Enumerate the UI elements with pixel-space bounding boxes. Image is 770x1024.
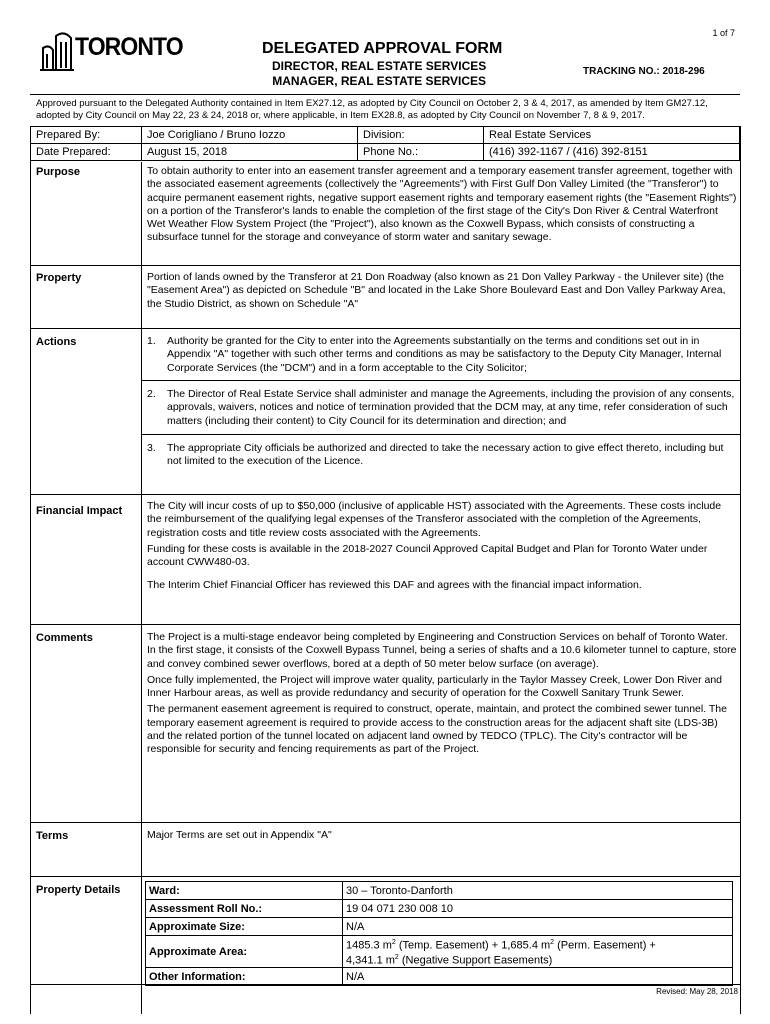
action-text: The Director of Real Estate Service shall administer and manage the Agreements, including the provision of any consents, approvals, waivers, notices and notice of termination provided that the DCM may, at any time, refer consideration of such matters (including their content) to City Council for its determination and direction; and [167, 388, 735, 427]
action-item [147, 335, 739, 375]
comments-text [147, 631, 737, 760]
divider-bottom [30, 984, 740, 985]
date-row [31, 144, 740, 161]
header-divider [30, 94, 740, 95]
date-label: Date Prepared: [31, 144, 142, 161]
action-text: Authority be granted for the City to enter into the Agreements substantially on the terms and conditions set out in in Appendix "A" together with such other terms and conditions as may be satisfactory to the Deputy City Manager, Internal Corporate Services (the "DCM") and in a form acceptable to the City Solicitor; [167, 335, 722, 374]
prepared-row [31, 127, 740, 144]
action-text: The appropriate City officials be authorized and directed to take the necessary action to give effect thereto, including but not limited to the execution of the Licence. [167, 442, 724, 468]
table-row [146, 900, 733, 918]
table-row [146, 936, 733, 968]
action-item [147, 442, 739, 469]
approximate-size-key: Approximate Size: [146, 918, 343, 936]
purpose-text: To obtain authority to enter into an easement transfer agreement and a temporary easement transfer agreement, together with the associated easement agreements (collectively the "Agreements") with First Gulf Don Valley Limited (the "Transferor") to acquire permanent easement rights, negative support easement rights and temporary easement rights (the "Easement Rights") on a portion of the Transferor's lands to enable the completion of the first stage of the City's Don River & Central Waterfront Wet Weather Flow System Project (the "Project"), also known as the Coxwell Bypass, which consists of constructing a subsurface tunnel for the storage and conveyance of storm water and sanitary sewage. [147, 165, 737, 244]
action-number: 1. [147, 335, 156, 347]
financial-paragraph: Funding for these costs is available in the 2018-2027 Council Approved Capital Budget and Plan for Toronto Water under account CWW480-03. [147, 542, 708, 569]
area-part: (Perm. Easement) + [554, 939, 656, 952]
approximate-area-value [343, 936, 733, 968]
table-row [146, 918, 733, 936]
revised-date: Revised: May 28, 2018 [656, 987, 738, 996]
divider-purpose [30, 265, 740, 266]
comments-paragraph: The permanent easement agreement is required to construct, operate, maintain, and protect the combined sewer tunnel. The temporary easement agreement is required to provide access to the construction areas for the adjacent shaft site (LDS-3B) and the related portion of the tunnel located on adjacent land owned by TEDCO (TPLC). The City's contractor will be responsible for security and fencing requirements as part of the Project. [147, 703, 727, 756]
toronto-logo [40, 30, 183, 72]
divider-actions [30, 494, 740, 495]
approximate-area-key: Approximate Area: [146, 936, 343, 968]
assessment-roll-value: 19 04 071 230 008 10 [343, 900, 733, 918]
actions-label: Actions [36, 336, 77, 348]
phone-label: Phone No.: [358, 144, 484, 161]
ward-value: 30 – Toronto-Danforth [343, 882, 733, 900]
divider-terms [30, 876, 740, 877]
property-text: Portion of lands owned by the Transferor at 21 Don Roadway (also known as 21 Don Valley Parkway - the Unilever site) (the "Easement Area") as depicted on Schedule "B" and located in the Lake Shore Boulevard East and Don Valley Parkway Area, the Studio District, as shown on Schedule "A" [147, 271, 726, 310]
tracking-number: TRACKING NO.: 2018-296 [583, 66, 705, 77]
area-part: 4,341.1 m [346, 954, 395, 967]
comments-paragraph: The Project is a multi-stage endeavor being completed by Engineering and Construction Services on behalf of Toronto Water. In the first stage, it consists of the Coxwell Bypass Tunnel, being a series of shafts and a 10.6 kilometer tunnel to capture, store and convey combined sewer overflows, bored at a depth of 50 meter below surface (on average). [147, 631, 737, 670]
subtitle-line-1: DIRECTOR, REAL ESTATE SERVICES [272, 59, 487, 73]
frame-column-divider [141, 162, 142, 1014]
frame-right-border [740, 126, 741, 1014]
division-label: Division: [358, 127, 484, 144]
form-subtitle [272, 59, 486, 89]
city-hall-icon [40, 30, 74, 72]
approximate-size-value: N/A [343, 918, 733, 936]
phone-value: (416) 392-1167 / (416) 392-8151 [484, 144, 740, 161]
terms-text: Major Terms are set out in Appendix "A" [147, 829, 332, 841]
prepared-info-table [30, 126, 740, 161]
property-label: Property [36, 272, 82, 284]
property-details-table [145, 881, 733, 986]
comments-paragraph: Once fully implemented, the Project will improve water quality, particularly in the Taylor Massey Creek, Lower Don River and Inner Harbour areas, as well as provide redundancy and security of operation for the Coxwell Sanitary Trunk Sewer. [147, 673, 723, 700]
approval-authority-text: Approved pursuant to the Delegated Authority contained in Item EX27.12, as adopted by City Council on October 2, 3 & 4, 2017, as amended by Item GM27.12, adopted by City Council on May 22, 23 & 24, 2018 or, where applicable, in Item EX28.8, as adopted by City Council on November 7, 8 & 9, 2017. [36, 98, 708, 121]
page-number: 1 of 7 [712, 28, 735, 38]
other-information-value: N/A [343, 968, 733, 986]
action-item [147, 388, 739, 428]
prepared-by-label: Prepared By: [31, 127, 142, 144]
logo-wordmark: TORONTO [75, 33, 183, 61]
terms-label: Terms [36, 830, 69, 842]
financial-impact-label: Financial Impact [36, 505, 123, 517]
area-superscript: 2 [394, 953, 399, 961]
other-information-key: Other Information: [146, 968, 343, 986]
division-value: Real Estate Services [484, 127, 740, 144]
divider-financial [30, 624, 740, 625]
financial-impact-text [147, 500, 737, 596]
area-part: (Temp. Easement) + 1,685.4 m [395, 939, 551, 952]
assessment-roll-key: Assessment Roll No.: [146, 900, 343, 918]
date-value: August 15, 2018 [142, 144, 358, 161]
form-title: DELEGATED APPROVAL FORM [262, 40, 503, 57]
area-superscript: 2 [391, 939, 396, 946]
action-divider [141, 380, 740, 381]
property-details-label: Property Details [36, 884, 121, 896]
ward-key: Ward: [146, 882, 343, 900]
divider-property [30, 328, 740, 329]
purpose-label: Purpose [36, 166, 81, 178]
frame-left-border [30, 126, 31, 1014]
financial-paragraph: The Interim Chief Financial Officer has reviewed this DAF and agrees with the financial impact information. [147, 579, 642, 592]
area-part: (Negative Support Easements) [398, 954, 553, 967]
action-number: 3. [147, 442, 156, 454]
area-superscript: 2 [550, 939, 555, 946]
action-divider [141, 434, 740, 435]
area-part: 1485.3 m [346, 939, 392, 952]
table-row [146, 882, 733, 900]
comments-label: Comments [36, 632, 93, 644]
prepared-by-value: Joe Corigliano / Bruno Iozzo [142, 127, 358, 144]
divider-comments [30, 822, 740, 823]
subtitle-line-2: MANAGER, REAL ESTATE SERVICES [272, 74, 487, 88]
financial-paragraph: The City will incur costs of up to $50,000 (inclusive of applicable HST) associated with the Agreements. These costs include the reimbursement of the qualifying legal expenses of the Transferor associated with the completion of the Agreements, registration costs and title review costs associated with the Agreements. [147, 500, 722, 539]
action-number: 2. [147, 388, 156, 400]
